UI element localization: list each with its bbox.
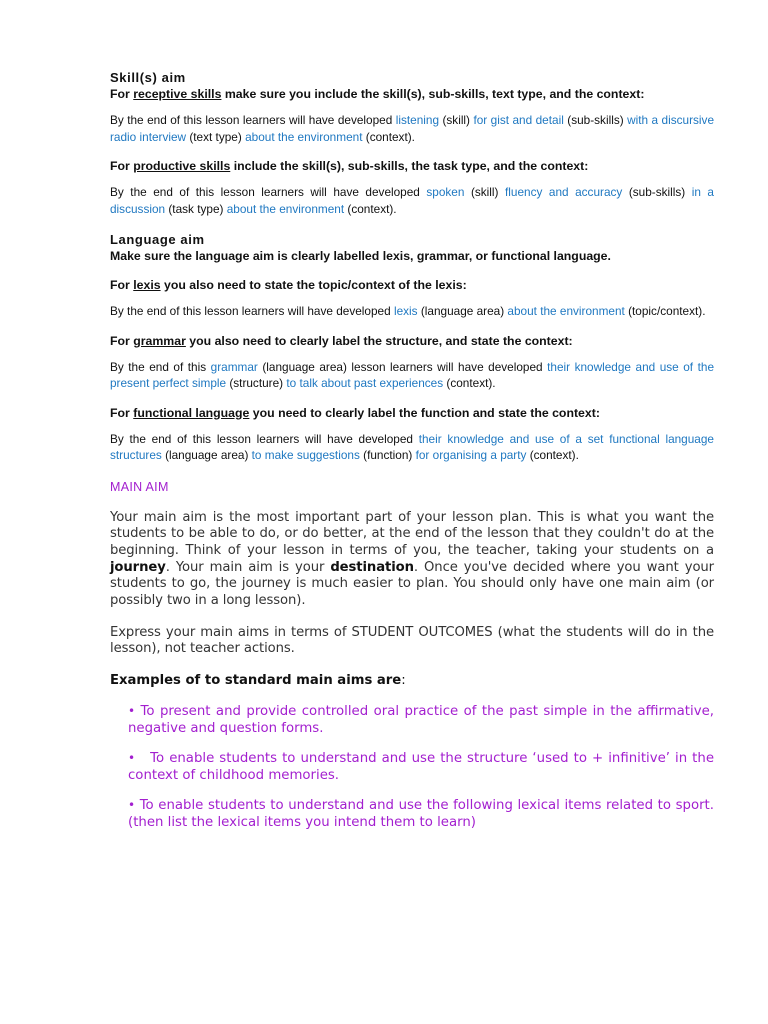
- text-run: (context).: [362, 129, 415, 144]
- productive-example: [110, 184, 714, 217]
- text-run: (skill): [464, 185, 505, 199]
- examples-heading: Examples of to standard main aims are:: [110, 673, 406, 689]
- grammar-example: [110, 359, 714, 392]
- bullet-icon: •: [128, 704, 136, 719]
- highlighted-text: for organising a party: [415, 448, 527, 462]
- highlighted-text: for gist and detail: [473, 113, 564, 127]
- text-run: (language area): [161, 448, 252, 462]
- text-run: By the end of this: [110, 359, 211, 374]
- example-bullet-2: • To enable students to understand and use the structure ‘used to + infinitive’ in the context of childhood memories.: [128, 751, 714, 784]
- highlighted-text: to talk about past experiences: [286, 376, 444, 390]
- skills-aim-heading: Skill(s) aim: [110, 70, 186, 85]
- bold-text: destination: [330, 559, 414, 575]
- text-run: By the end of this lesson learners will have developed: [110, 185, 427, 199]
- text-run: By the end of this lesson learners will have developed: [110, 113, 396, 127]
- highlighted-text: with a discursive radio interview: [110, 113, 715, 144]
- bullet-icon: •: [128, 751, 136, 766]
- text-run: Your main aim is the most important part of your lesson plan. This is what you want the students to be able to do, or do better, at the end of the lesson that they couldn't do at the beginning. Think of your lesson in terms of you, the teacher, taking your students on a: [110, 509, 714, 558]
- student-outcomes-paragraph: Express your main aims in terms of STUDENT OUTCOMES (what the students will do in the lesson), not teacher actions.: [110, 624, 714, 657]
- text-run: (structure): [226, 376, 287, 390]
- example-bullet-1: • To present and provide controlled oral practice of the past simple in the affirmative, negative and question forms.: [128, 704, 714, 737]
- text-run: By the end of this lesson learners will have developed: [110, 304, 394, 318]
- text-run: (sub-skills): [622, 185, 692, 199]
- language-aim-heading: Language aim: [110, 232, 205, 247]
- functional-instruction: For functional language you need to clearly label the function and state the context:: [110, 405, 600, 420]
- text-run: (topic/context).: [624, 304, 706, 318]
- language-aim-intro: Make sure the language aim is clearly labelled lexis, grammar, or functional language.: [110, 249, 611, 263]
- highlighted-text: in a discussion: [110, 185, 714, 216]
- highlighted-text: about the environment: [245, 129, 363, 144]
- highlighted-text: about the environment: [226, 201, 345, 216]
- highlighted-text: listening: [395, 113, 440, 127]
- text-run: (function): [359, 448, 416, 462]
- receptive-instruction: For receptive skills make sure you include the skill(s), sub-skills, text type, and the context:: [110, 87, 645, 101]
- lexis-instruction: For lexis you also need to state the topic/context of the lexis:: [110, 278, 467, 292]
- receptive-example: [110, 112, 714, 145]
- highlighted-text: their knowledge and use of a set functional language structures: [110, 431, 714, 462]
- highlighted-text: to make suggestions: [251, 448, 360, 462]
- grammar-instruction: For grammar you also need to clearly label the structure, and state the context:: [110, 333, 573, 348]
- text-run: By the end of this lesson learners will have developed: [110, 431, 419, 446]
- text-run: (sub-skills): [563, 113, 628, 127]
- text-run: (context).: [344, 201, 397, 216]
- bold-text: journey: [110, 559, 166, 575]
- highlighted-text: fluency and accuracy: [505, 185, 623, 199]
- text-run: (task type): [165, 201, 227, 216]
- text-run: (context).: [443, 376, 496, 390]
- text-run: (skill): [439, 113, 474, 127]
- highlighted-text: their knowledge and use of the present perfect simple: [110, 359, 714, 390]
- main-aim-heading: MAIN AIM: [110, 479, 169, 494]
- text-run: (language area) lesson learners will have developed: [257, 359, 548, 374]
- highlighted-text: about the environment: [507, 304, 625, 318]
- bullet-icon: •: [128, 798, 136, 813]
- text-run: . Once you've decided where you want your students to go, the journey is much easier to plan. You should only have one main aim (or possibly two in a long lesson).: [110, 559, 714, 609]
- lexis-example: [110, 303, 714, 320]
- highlighted-text: spoken: [426, 185, 465, 199]
- document-page: [110, 70, 714, 831]
- functional-example: [110, 431, 714, 464]
- example-bullet-3: • To enable students to understand and use the following lexical items related to sport. (then list the lexical items you intend them to learn): [128, 798, 714, 831]
- text-run: (text type): [186, 129, 246, 144]
- highlighted-text: lexis: [393, 304, 418, 318]
- main-aim-paragraph: [110, 510, 714, 610]
- text-run: . Your main aim is your: [165, 559, 331, 575]
- text-run: (context).: [526, 448, 579, 462]
- text-run: (language area): [417, 304, 508, 318]
- examples-list: [110, 703, 714, 831]
- productive-instruction: For productive skills include the skill(s), sub-skills, the task type, and the context:: [110, 159, 589, 173]
- highlighted-text: grammar: [210, 359, 258, 374]
